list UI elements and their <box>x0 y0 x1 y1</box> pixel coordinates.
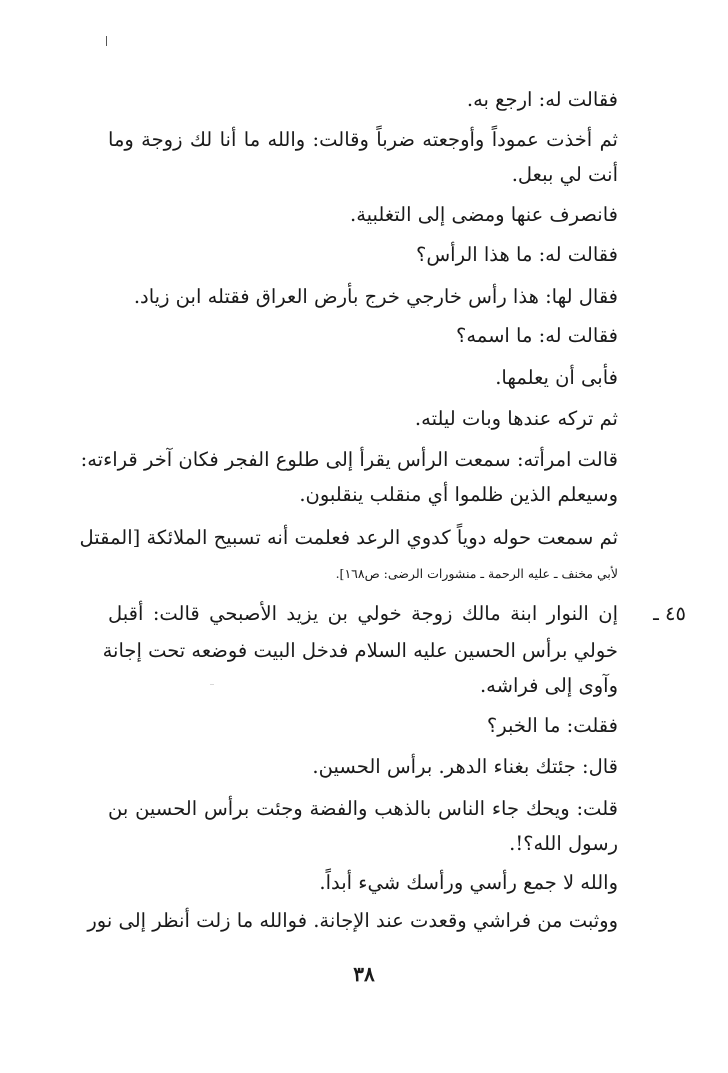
item-number: ٤٥ ـ <box>653 602 686 625</box>
text-line: فقال لها: هذا رأس خارجي خرج بأرض العراق فقتله ابن زياد. <box>133 285 618 308</box>
text-line: فأبى أن يعلمها. <box>495 366 618 389</box>
speck <box>210 684 214 685</box>
text-line: فقالت له: ما هذا الرأس؟ <box>416 243 618 266</box>
text-line: ثم أخذت عموداً وأوجعته ضرباً وقالت: والله ما أنا لك زوجة وما <box>108 128 618 151</box>
text-line: فانصرف عنها ومضى إلى التغلبية. <box>350 203 618 226</box>
text-line: إن النوار ابنة مالك زوجة خولي بن يزيد الأصبحي قالت: أقبل <box>108 602 618 625</box>
text-line: ثم سمعت حوله دوياً كدوي الرعد فعلمت أنه تسبيح الملائكة [المقتل <box>79 526 618 549</box>
text-line: رسول الله؟!. <box>509 832 618 855</box>
text-line: ثم تركه عندها وبات ليلته. <box>414 407 618 430</box>
text-line: خولي برأس الحسين عليه السلام فدخل البيت فوضعه تحت إجانة <box>102 639 618 662</box>
margin-mark <box>106 36 107 46</box>
text-line: وسيعلم الذين ظلموا أي منقلب ينقلبون. <box>299 483 618 506</box>
text-line: فقالت له: ما اسمه؟ <box>456 324 618 347</box>
text-line: قالت امرأته: سمعت الرأس يقرأ إلى طلوع الفجر فكان آخر قراءته: <box>80 448 618 471</box>
text-line: فقالت له: ارجع به. <box>466 88 618 111</box>
text-line: والله لا جمع رأسي ورأسك شيء أبداً. <box>319 871 618 894</box>
text-line: وآوى إلى فراشه. <box>479 674 618 697</box>
text-line: ووثبت من فراشي وقعدت عند الإجانة. فوالله ما زلت أنظر إلى نور <box>87 909 618 932</box>
footnote-line: لأبي مخنف ـ عليه الرحمة ـ منشورات الرضى: ص١٦٨]. <box>335 566 618 581</box>
page-number: ٣٨ <box>353 962 375 986</box>
text-line: قلت: ويحك جاء الناس بالذهب والفضة وجئت برأس الحسين بن <box>108 797 618 820</box>
text-line: قال: جئتك بغناء الدهر. برأس الحسين. <box>312 755 618 778</box>
text-line: فقلت: ما الخبر؟ <box>486 714 618 737</box>
text-line: أنت لي ببعل. <box>511 163 618 186</box>
